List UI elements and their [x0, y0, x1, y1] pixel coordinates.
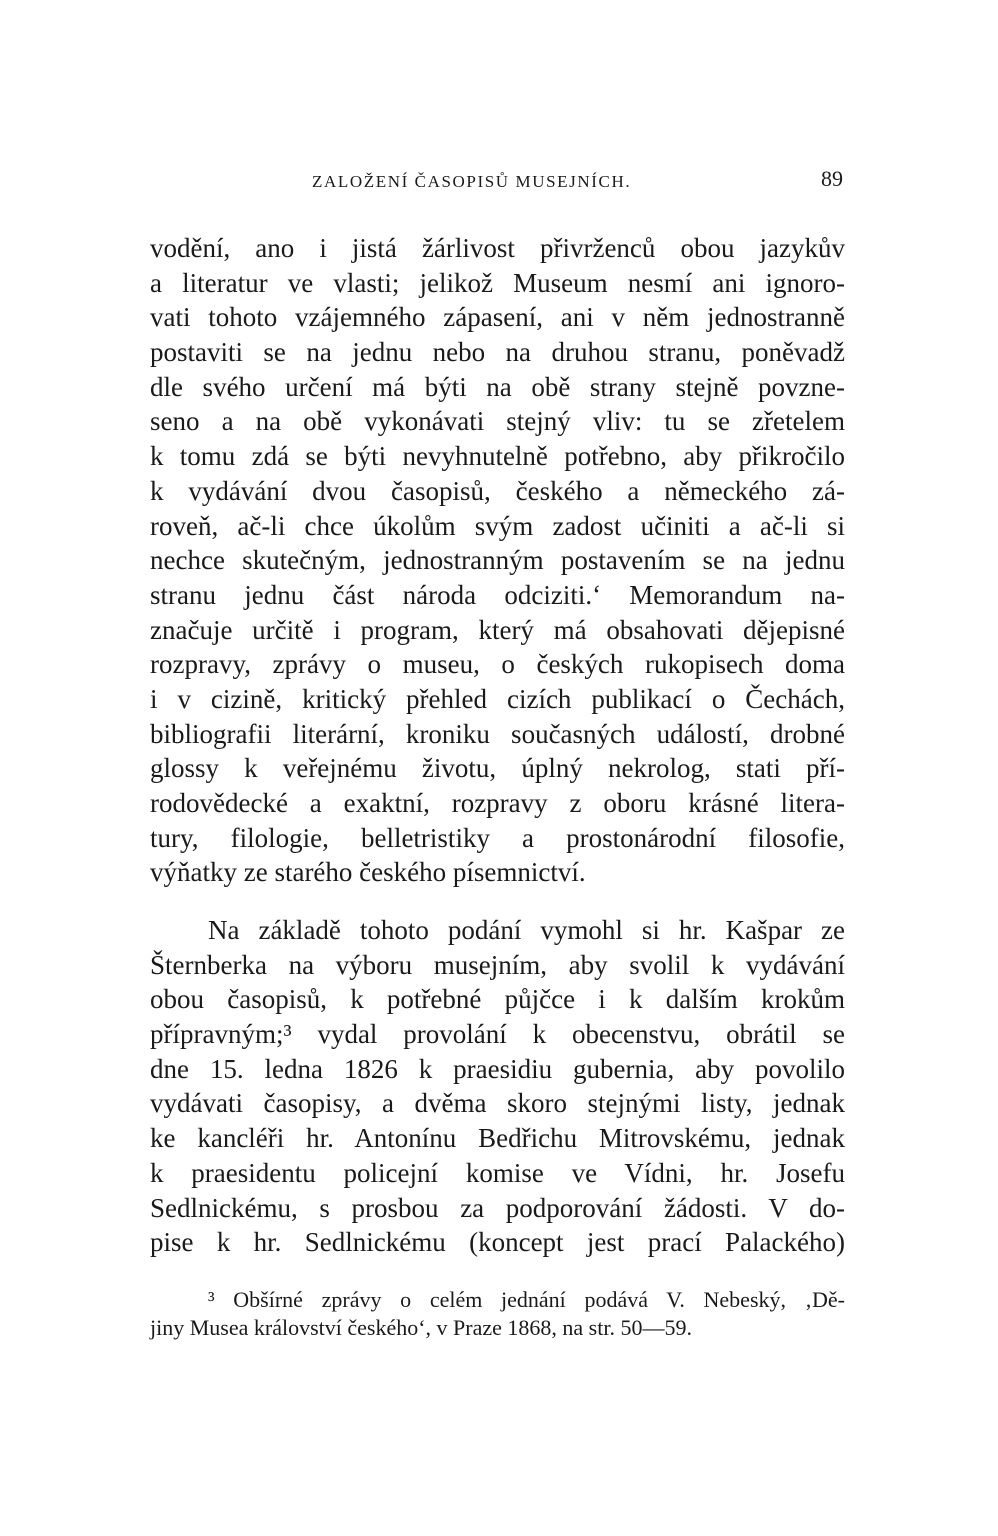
footnote-line: ³ Obšírné zprávy o celém jednání podává V. Nebeský, ‚Dě- [208, 1287, 845, 1312]
text-line: k vydávání dvou časopisů, českého a německého zá- [150, 475, 845, 506]
paragraph-2 [150, 913, 845, 1260]
text-line: rodovědecké a exaktní, rozpravy z oboru krásné litera- [150, 788, 845, 818]
text-line: vodění, ano i jistá žárlivost přivrženců obou jazykův [150, 233, 845, 263]
text-line: Šternberka na výboru musejním, aby svolil k vydávání [150, 949, 845, 980]
text-line: obou časopisů, k potřebné půjčce i k dalším krokům [150, 984, 845, 1015]
running-title: ZALOŽENÍ ČASOPISŮ MUSEJNÍCH. [312, 172, 632, 191]
text-line: tury, filologie, belletristiky a prostonárodní filosofie, [150, 822, 845, 853]
paragraph-1 [150, 231, 845, 890]
text-line: stranu jednu část národa odciziti.‘ Memorandum na- [150, 579, 845, 610]
footnote-line: jiny Musea království českého‘, v Praze 1868, na str. 50—59. [150, 1315, 692, 1340]
text-line: dne 15. ledna 1826 k praesidiu gubernia, aby povolilo [150, 1053, 845, 1084]
text-line: seno a na obě vykonávati stejný vliv: tu se zřetelem [150, 406, 845, 437]
text-line: roveň, ač-li chce úkolům svým zadost učiniti a ač-li si [150, 510, 845, 541]
text-line: vati tohoto vzájemného zápasení, ani v něm jednostranně [150, 302, 845, 333]
text-line: vydávati časopisy, a dvěma skoro stejnými listy, jednak [150, 1088, 845, 1119]
text-line: nechce skutečným, jednostranným postavením se na jednu [150, 545, 845, 576]
text-line: k praesidentu policejní komise ve Vídni, hr. Josefu [150, 1157, 845, 1188]
footnote [150, 1286, 845, 1342]
page-number: 89 [821, 166, 843, 191]
text-line: postaviti se na jednu nebo na druhou stranu, poněvadž [150, 337, 845, 368]
text-line: glossy k veřejnému životu, úplný nekrolog, stati pří- [150, 753, 845, 784]
text-line: a literatur ve vlasti; jelikož Museum nesmí ani ignoro- [150, 267, 845, 298]
text-line: bibliografii literární, kroniku současných událostí, drobné [150, 718, 845, 749]
text-line: ke kancléři hr. Antonínu Bedřichu Mitrovskému, jednak [150, 1123, 845, 1154]
text-line: i v cizině, kritický přehled cizích publikací o Čechách, [150, 683, 845, 714]
text-line: Sedlnickému, s prosbou za podporování žádosti. V do- [150, 1192, 845, 1223]
text-line: rozpravy, zprávy o museu, o českých rukopisech doma [150, 649, 845, 680]
text-line: dle svého určení má býti na obě strany stejně povzne- [150, 371, 845, 402]
running-header [150, 166, 845, 196]
text-line: výňatky ze starého českého písemnictví. [150, 857, 586, 888]
text-line: přípravným;³ vydal provolání k obecenstvu, obrátil se [150, 1019, 845, 1050]
text-line: pise k hr. Sedlnickému (koncept jest prací Palackého) [150, 1227, 845, 1258]
text-line: k tomu zdá se býti nevyhnutelně potřebno, aby přikročilo [150, 441, 845, 472]
text-line: značuje určitě i program, který má obsahovati dějepisné [150, 614, 845, 645]
text-line: Na základě tohoto podání vymohl si hr. Kašpar ze [208, 915, 845, 945]
